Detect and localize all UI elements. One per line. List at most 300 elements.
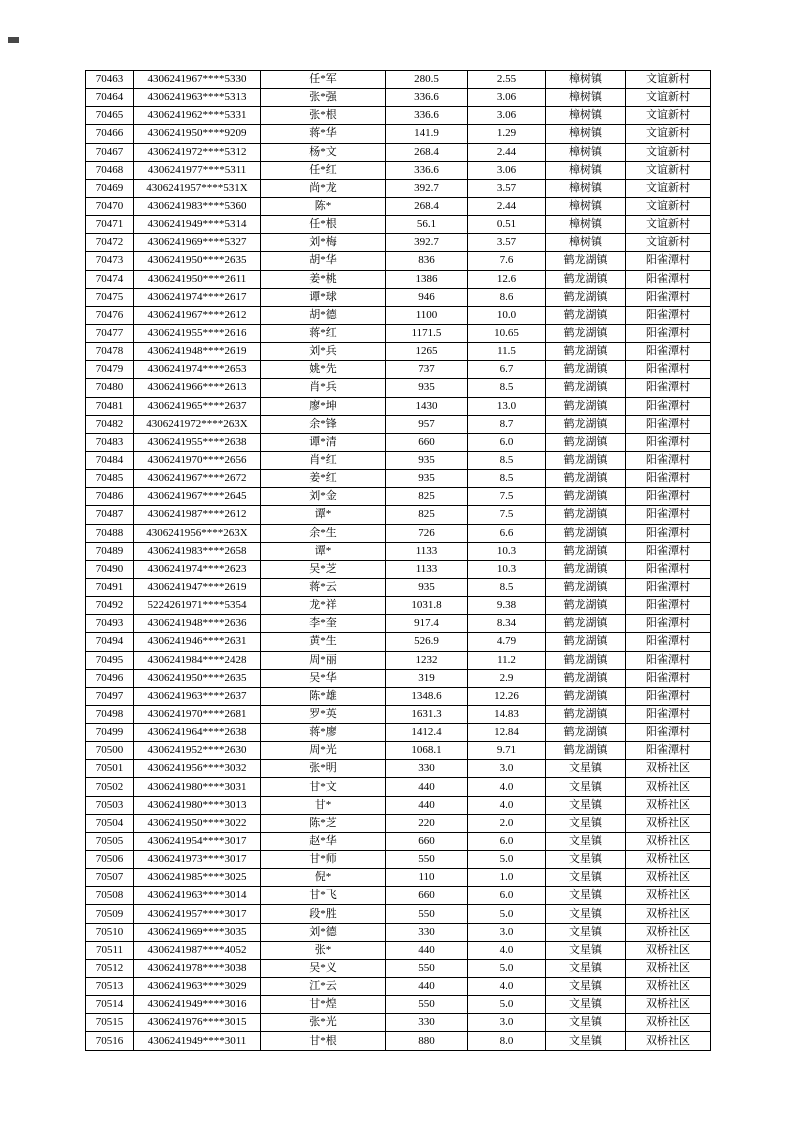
cell-masked-name: 余*生 — [261, 524, 386, 542]
cell-masked-id-number: 4306241948****2619 — [134, 343, 261, 361]
cell-area-value: 3.0 — [468, 1014, 546, 1032]
cell-town: 文星镇 — [546, 905, 626, 923]
cell-amount: 1265 — [386, 343, 468, 361]
cell-area-value: 8.6 — [468, 288, 546, 306]
cell-village: 阳雀潭村 — [626, 633, 711, 651]
cell-town: 文星镇 — [546, 923, 626, 941]
cell-masked-id-number: 4306241965****2637 — [134, 397, 261, 415]
cell-masked-name: 甘*飞 — [261, 887, 386, 905]
cell-town: 鹤龙湖镇 — [546, 687, 626, 705]
cell-amount: 1386 — [386, 270, 468, 288]
cell-amount: 737 — [386, 361, 468, 379]
cell-area-value: 2.55 — [468, 71, 546, 89]
cell-amount: 550 — [386, 851, 468, 869]
table-row — [86, 71, 711, 89]
cell-masked-id-number: 5224261971****5354 — [134, 597, 261, 615]
cell-amount: 336.6 — [386, 161, 468, 179]
cell-amount: 660 — [386, 433, 468, 451]
cell-town: 鹤龙湖镇 — [546, 433, 626, 451]
cell-village: 阳雀潭村 — [626, 724, 711, 742]
cell-serial-number: 70485 — [86, 470, 134, 488]
cell-masked-name: 吴*芝 — [261, 560, 386, 578]
cell-town: 樟树镇 — [546, 125, 626, 143]
cell-masked-id-number: 4306241950****2635 — [134, 669, 261, 687]
cell-serial-number: 70471 — [86, 216, 134, 234]
cell-village: 阳雀潭村 — [626, 578, 711, 596]
cell-area-value: 2.44 — [468, 197, 546, 215]
cell-village: 双桥社区 — [626, 923, 711, 941]
cell-masked-name: 胡*德 — [261, 306, 386, 324]
cell-serial-number: 70470 — [86, 197, 134, 215]
cell-masked-name: 李*奎 — [261, 615, 386, 633]
cell-village: 文谊新村 — [626, 197, 711, 215]
table-row — [86, 470, 711, 488]
cell-masked-name: 尚*龙 — [261, 179, 386, 197]
cell-masked-id-number: 4306241962****5331 — [134, 107, 261, 125]
cell-masked-id-number: 4306241974****2623 — [134, 560, 261, 578]
cell-town: 文星镇 — [546, 887, 626, 905]
cell-masked-name: 蒋*云 — [261, 578, 386, 596]
cell-town: 樟树镇 — [546, 161, 626, 179]
cell-amount: 880 — [386, 1032, 468, 1050]
table-row — [86, 506, 711, 524]
cell-masked-id-number: 4306241972****263X — [134, 415, 261, 433]
cell-masked-id-number: 4306241987****4052 — [134, 941, 261, 959]
cell-masked-id-number: 4306241963****3029 — [134, 978, 261, 996]
cell-village: 阳雀潭村 — [626, 615, 711, 633]
cell-village: 双桥社区 — [626, 814, 711, 832]
cell-area-value: 3.06 — [468, 89, 546, 107]
cell-amount: 957 — [386, 415, 468, 433]
cell-masked-id-number: 4306241985****3025 — [134, 869, 261, 887]
cell-serial-number: 70466 — [86, 125, 134, 143]
cell-area-value: 6.6 — [468, 524, 546, 542]
cell-serial-number: 70512 — [86, 959, 134, 977]
cell-area-value: 5.0 — [468, 851, 546, 869]
cell-area-value: 2.44 — [468, 143, 546, 161]
cell-area-value: 5.0 — [468, 959, 546, 977]
cell-town: 樟树镇 — [546, 216, 626, 234]
cell-village: 文谊新村 — [626, 234, 711, 252]
cell-town: 文星镇 — [546, 851, 626, 869]
cell-serial-number: 70503 — [86, 796, 134, 814]
cell-area-value: 2.9 — [468, 669, 546, 687]
cell-area-value: 3.06 — [468, 161, 546, 179]
cell-masked-name: 段*胜 — [261, 905, 386, 923]
cell-amount: 1133 — [386, 560, 468, 578]
cell-town: 文星镇 — [546, 778, 626, 796]
cell-masked-id-number: 4306241967****2612 — [134, 306, 261, 324]
cell-masked-name: 江*云 — [261, 978, 386, 996]
cell-village: 阳雀潭村 — [626, 488, 711, 506]
cell-town: 鹤龙湖镇 — [546, 633, 626, 651]
cell-masked-id-number: 4306241974****2617 — [134, 288, 261, 306]
cell-town: 鹤龙湖镇 — [546, 451, 626, 469]
cell-serial-number: 70465 — [86, 107, 134, 125]
cell-village: 阳雀潭村 — [626, 651, 711, 669]
table-row — [86, 560, 711, 578]
cell-masked-name: 杨*文 — [261, 143, 386, 161]
cell-village: 双桥社区 — [626, 832, 711, 850]
cell-masked-name: 谭* — [261, 542, 386, 560]
cell-village: 阳雀潭村 — [626, 306, 711, 324]
cell-serial-number: 70469 — [86, 179, 134, 197]
table-row — [86, 905, 711, 923]
cell-town: 文星镇 — [546, 996, 626, 1014]
cell-masked-id-number: 4306241956****263X — [134, 524, 261, 542]
cell-village: 阳雀潭村 — [626, 597, 711, 615]
cell-town: 樟树镇 — [546, 107, 626, 125]
cell-masked-id-number: 4306241983****2658 — [134, 542, 261, 560]
cell-masked-id-number: 4306241950****9209 — [134, 125, 261, 143]
cell-amount: 336.6 — [386, 107, 468, 125]
cell-village: 阳雀潭村 — [626, 343, 711, 361]
cell-masked-id-number: 4306241950****2635 — [134, 252, 261, 270]
cell-amount: 526.9 — [386, 633, 468, 651]
cell-town: 文星镇 — [546, 941, 626, 959]
table-row — [86, 415, 711, 433]
table-row — [86, 578, 711, 596]
cell-village: 阳雀潭村 — [626, 506, 711, 524]
cell-masked-id-number: 4306241963****5313 — [134, 89, 261, 107]
cell-town: 鹤龙湖镇 — [546, 578, 626, 596]
cell-village: 文谊新村 — [626, 71, 711, 89]
cell-amount: 935 — [386, 470, 468, 488]
table-row — [86, 524, 711, 542]
cell-amount: 440 — [386, 778, 468, 796]
table-row — [86, 252, 711, 270]
cell-amount: 917.4 — [386, 615, 468, 633]
cell-masked-id-number: 4306241952****2630 — [134, 742, 261, 760]
table-row — [86, 488, 711, 506]
cell-masked-id-number: 4306241969****3035 — [134, 923, 261, 941]
cell-village: 双桥社区 — [626, 796, 711, 814]
cell-area-value: 3.0 — [468, 760, 546, 778]
cell-serial-number: 70480 — [86, 379, 134, 397]
cell-town: 鹤龙湖镇 — [546, 397, 626, 415]
cell-serial-number: 70493 — [86, 615, 134, 633]
cell-serial-number: 70486 — [86, 488, 134, 506]
cell-masked-name: 甘*文 — [261, 778, 386, 796]
cell-town: 文星镇 — [546, 832, 626, 850]
cell-masked-name: 谭* — [261, 506, 386, 524]
cell-amount: 440 — [386, 978, 468, 996]
cell-area-value: 13.0 — [468, 397, 546, 415]
cell-area-value: 4.0 — [468, 778, 546, 796]
cell-serial-number: 70479 — [86, 361, 134, 379]
table-row — [86, 633, 711, 651]
cell-village: 双桥社区 — [626, 996, 711, 1014]
cell-village: 双桥社区 — [626, 869, 711, 887]
cell-area-value: 7.5 — [468, 506, 546, 524]
cell-masked-name: 胡*华 — [261, 252, 386, 270]
cell-town: 鹤龙湖镇 — [546, 669, 626, 687]
cell-masked-id-number: 4306241983****5360 — [134, 197, 261, 215]
cell-town: 樟树镇 — [546, 234, 626, 252]
cell-masked-id-number: 4306241980****3031 — [134, 778, 261, 796]
cell-masked-name: 罗*英 — [261, 705, 386, 723]
cell-town: 鹤龙湖镇 — [546, 542, 626, 560]
cell-serial-number: 70481 — [86, 397, 134, 415]
table-row — [86, 89, 711, 107]
cell-masked-name: 任*根 — [261, 216, 386, 234]
cell-area-value: 12.6 — [468, 270, 546, 288]
cell-area-value: 3.0 — [468, 923, 546, 941]
cell-serial-number: 70472 — [86, 234, 134, 252]
table-row — [86, 270, 711, 288]
cell-area-value: 8.5 — [468, 451, 546, 469]
cell-village: 阳雀潭村 — [626, 270, 711, 288]
table-row — [86, 197, 711, 215]
cell-masked-id-number: 4306241948****2636 — [134, 615, 261, 633]
cell-amount: 319 — [386, 669, 468, 687]
table-row — [86, 887, 711, 905]
cell-village: 阳雀潭村 — [626, 742, 711, 760]
cell-amount: 550 — [386, 959, 468, 977]
cell-amount: 1430 — [386, 397, 468, 415]
cell-village: 阳雀潭村 — [626, 361, 711, 379]
cell-area-value: 12.26 — [468, 687, 546, 705]
cell-town: 鹤龙湖镇 — [546, 705, 626, 723]
cell-serial-number: 70491 — [86, 578, 134, 596]
table-row — [86, 361, 711, 379]
cell-village: 文谊新村 — [626, 179, 711, 197]
cell-village: 双桥社区 — [626, 1032, 711, 1050]
cell-masked-name: 龙*祥 — [261, 597, 386, 615]
table-row — [86, 1014, 711, 1032]
cell-area-value: 3.57 — [468, 179, 546, 197]
cell-masked-name: 倪* — [261, 869, 386, 887]
cell-serial-number: 70475 — [86, 288, 134, 306]
cell-masked-id-number: 4306241969****5327 — [134, 234, 261, 252]
cell-town: 鹤龙湖镇 — [546, 470, 626, 488]
cell-serial-number: 70488 — [86, 524, 134, 542]
cell-town: 樟树镇 — [546, 89, 626, 107]
cell-masked-name: 黄*生 — [261, 633, 386, 651]
table-row — [86, 234, 711, 252]
cell-masked-id-number: 4306241955****2638 — [134, 433, 261, 451]
cell-serial-number: 70476 — [86, 306, 134, 324]
cell-area-value: 9.71 — [468, 742, 546, 760]
cell-area-value: 6.7 — [468, 361, 546, 379]
table-row — [86, 324, 711, 342]
cell-town: 鹤龙湖镇 — [546, 252, 626, 270]
cell-town: 鹤龙湖镇 — [546, 524, 626, 542]
table-row — [86, 615, 711, 633]
cell-serial-number: 70482 — [86, 415, 134, 433]
cell-serial-number: 70483 — [86, 433, 134, 451]
cell-masked-id-number: 4306241978****3038 — [134, 959, 261, 977]
cell-town: 樟树镇 — [546, 197, 626, 215]
cell-area-value: 14.83 — [468, 705, 546, 723]
cell-area-value: 5.0 — [468, 905, 546, 923]
table-row — [86, 760, 711, 778]
cell-amount: 330 — [386, 1014, 468, 1032]
cell-village: 阳雀潭村 — [626, 560, 711, 578]
cell-masked-id-number: 4306241946****2631 — [134, 633, 261, 651]
cell-masked-id-number: 4306241984****2428 — [134, 651, 261, 669]
table-row — [86, 216, 711, 234]
cell-amount: 1068.1 — [386, 742, 468, 760]
table-row — [86, 306, 711, 324]
cell-area-value: 4.79 — [468, 633, 546, 651]
cell-town: 鹤龙湖镇 — [546, 288, 626, 306]
cell-area-value: 8.5 — [468, 578, 546, 596]
cell-serial-number: 70513 — [86, 978, 134, 996]
cell-amount: 935 — [386, 578, 468, 596]
cell-town: 鹤龙湖镇 — [546, 724, 626, 742]
table-row — [86, 669, 711, 687]
cell-serial-number: 70487 — [86, 506, 134, 524]
cell-village: 阳雀潭村 — [626, 379, 711, 397]
cell-village: 阳雀潭村 — [626, 433, 711, 451]
table-row — [86, 814, 711, 832]
cell-area-value: 4.0 — [468, 796, 546, 814]
cell-town: 鹤龙湖镇 — [546, 343, 626, 361]
cell-town: 鹤龙湖镇 — [546, 415, 626, 433]
cell-town: 鹤龙湖镇 — [546, 506, 626, 524]
cell-village: 双桥社区 — [626, 1014, 711, 1032]
table-row — [86, 778, 711, 796]
cell-masked-name: 陈* — [261, 197, 386, 215]
cell-town: 鹤龙湖镇 — [546, 379, 626, 397]
cell-area-value: 9.38 — [468, 597, 546, 615]
cell-masked-id-number: 4306241980****3013 — [134, 796, 261, 814]
cell-area-value: 10.65 — [468, 324, 546, 342]
cell-serial-number: 70514 — [86, 996, 134, 1014]
cell-serial-number: 70510 — [86, 923, 134, 941]
cell-amount: 220 — [386, 814, 468, 832]
cell-masked-name: 刘*梅 — [261, 234, 386, 252]
scan-artifact-mark — [8, 37, 19, 43]
cell-amount: 330 — [386, 760, 468, 778]
cell-masked-name: 甘*根 — [261, 1032, 386, 1050]
cell-amount: 946 — [386, 288, 468, 306]
cell-amount: 440 — [386, 941, 468, 959]
cell-town: 文星镇 — [546, 1014, 626, 1032]
table-row — [86, 343, 711, 361]
cell-village: 双桥社区 — [626, 760, 711, 778]
cell-amount: 1133 — [386, 542, 468, 560]
cell-area-value: 8.7 — [468, 415, 546, 433]
cell-town: 樟树镇 — [546, 71, 626, 89]
cell-serial-number: 70511 — [86, 941, 134, 959]
cell-amount: 280.5 — [386, 71, 468, 89]
cell-village: 双桥社区 — [626, 959, 711, 977]
cell-serial-number: 70498 — [86, 705, 134, 723]
cell-village: 阳雀潭村 — [626, 397, 711, 415]
cell-area-value: 6.0 — [468, 887, 546, 905]
table-row — [86, 742, 711, 760]
cell-village: 文谊新村 — [626, 216, 711, 234]
cell-village: 阳雀潭村 — [626, 324, 711, 342]
cell-village: 双桥社区 — [626, 851, 711, 869]
cell-masked-name: 甘*师 — [261, 851, 386, 869]
cell-serial-number: 70501 — [86, 760, 134, 778]
cell-serial-number: 70508 — [86, 887, 134, 905]
table-row — [86, 107, 711, 125]
cell-area-value: 3.57 — [468, 234, 546, 252]
cell-amount: 550 — [386, 996, 468, 1014]
cell-amount: 1348.6 — [386, 687, 468, 705]
cell-serial-number: 70474 — [86, 270, 134, 288]
cell-masked-id-number: 4306241966****2613 — [134, 379, 261, 397]
cell-village: 阳雀潭村 — [626, 451, 711, 469]
table-row — [86, 597, 711, 615]
cell-area-value: 4.0 — [468, 941, 546, 959]
cell-serial-number: 70492 — [86, 597, 134, 615]
table-row — [86, 451, 711, 469]
cell-serial-number: 70495 — [86, 651, 134, 669]
cell-village: 阳雀潭村 — [626, 524, 711, 542]
cell-serial-number: 70504 — [86, 814, 134, 832]
subsidy-table-body — [86, 71, 711, 1051]
cell-masked-id-number: 4306241963****3014 — [134, 887, 261, 905]
cell-area-value: 10.3 — [468, 542, 546, 560]
cell-area-value: 7.6 — [468, 252, 546, 270]
cell-town: 鹤龙湖镇 — [546, 270, 626, 288]
cell-masked-id-number: 4306241947****2619 — [134, 578, 261, 596]
cell-masked-id-number: 4306241977****5311 — [134, 161, 261, 179]
cell-masked-name: 周*光 — [261, 742, 386, 760]
cell-amount: 935 — [386, 451, 468, 469]
cell-masked-id-number: 4306241973****3017 — [134, 851, 261, 869]
table-row — [86, 851, 711, 869]
cell-masked-name: 陈*雄 — [261, 687, 386, 705]
cell-amount: 141.9 — [386, 125, 468, 143]
cell-serial-number: 70507 — [86, 869, 134, 887]
table-row — [86, 687, 711, 705]
cell-area-value: 0.51 — [468, 216, 546, 234]
cell-masked-name: 刘*金 — [261, 488, 386, 506]
cell-town: 文星镇 — [546, 760, 626, 778]
cell-area-value: 7.5 — [468, 488, 546, 506]
cell-area-value: 6.0 — [468, 832, 546, 850]
cell-town: 鹤龙湖镇 — [546, 361, 626, 379]
cell-masked-name: 姜*红 — [261, 470, 386, 488]
cell-serial-number: 70505 — [86, 832, 134, 850]
cell-masked-name: 甘*煌 — [261, 996, 386, 1014]
cell-serial-number: 70496 — [86, 669, 134, 687]
cell-village: 阳雀潭村 — [626, 470, 711, 488]
cell-masked-id-number: 4306241950****3022 — [134, 814, 261, 832]
table-row — [86, 125, 711, 143]
cell-masked-id-number: 4306241976****3015 — [134, 1014, 261, 1032]
cell-village: 双桥社区 — [626, 887, 711, 905]
cell-village: 双桥社区 — [626, 978, 711, 996]
cell-masked-name: 蒋*华 — [261, 125, 386, 143]
cell-serial-number: 70484 — [86, 451, 134, 469]
cell-serial-number: 70477 — [86, 324, 134, 342]
cell-masked-id-number: 4306241955****2616 — [134, 324, 261, 342]
cell-serial-number: 70478 — [86, 343, 134, 361]
cell-serial-number: 70464 — [86, 89, 134, 107]
cell-area-value: 12.84 — [468, 724, 546, 742]
cell-masked-id-number: 4306241956****3032 — [134, 760, 261, 778]
cell-masked-name: 张*强 — [261, 89, 386, 107]
cell-area-value: 2.0 — [468, 814, 546, 832]
cell-town: 鹤龙湖镇 — [546, 560, 626, 578]
cell-amount: 268.4 — [386, 197, 468, 215]
cell-village: 文谊新村 — [626, 125, 711, 143]
cell-town: 文星镇 — [546, 1032, 626, 1050]
cell-masked-id-number: 4306241949****3016 — [134, 996, 261, 1014]
cell-serial-number: 70499 — [86, 724, 134, 742]
cell-serial-number: 70497 — [86, 687, 134, 705]
cell-masked-name: 任*红 — [261, 161, 386, 179]
cell-amount: 1171.5 — [386, 324, 468, 342]
cell-amount: 550 — [386, 905, 468, 923]
